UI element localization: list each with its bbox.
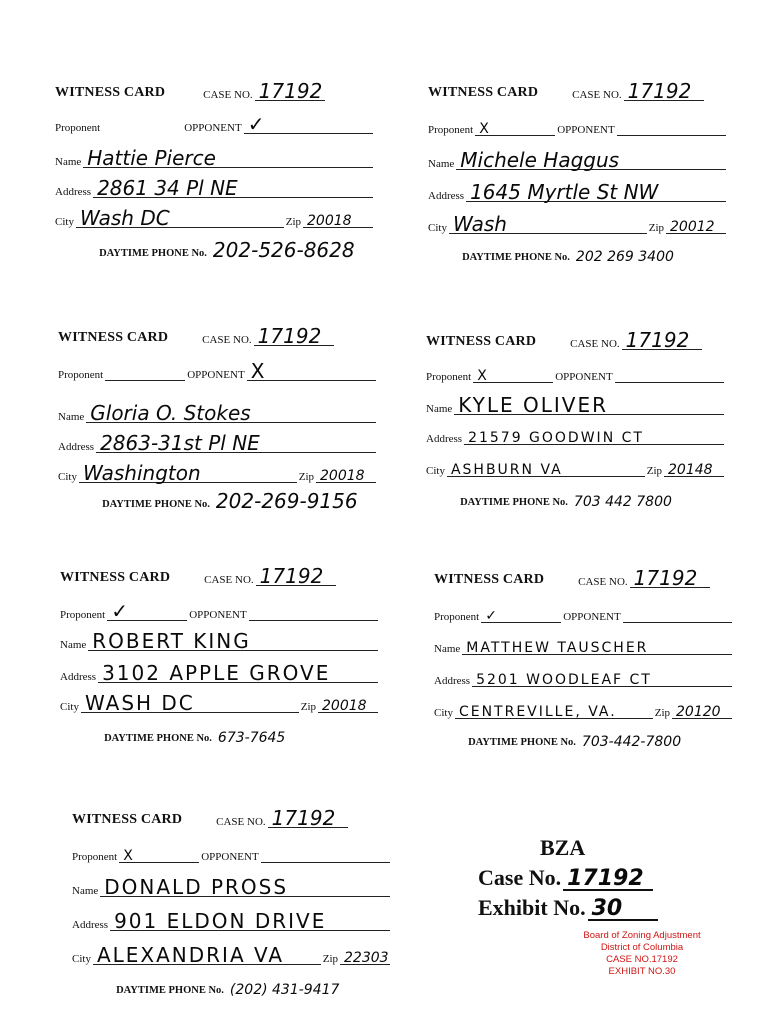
proponent-mark: ✓ (111, 599, 128, 623)
proponent-label: Proponent (434, 611, 480, 623)
opponent-label: OPPONENT (563, 611, 621, 623)
name-label: Name (434, 643, 461, 655)
address-label: Address (434, 675, 471, 687)
case-no-value: 17192 (258, 79, 323, 103)
phone-value: 202-269-9156 (215, 489, 358, 513)
bza-case-label: Case No. (478, 865, 562, 890)
city-label: City (426, 465, 445, 477)
case-no-value: 17192 (627, 79, 692, 103)
stamp-line-4: EXHIBIT NO.30 (608, 966, 676, 977)
witness-card-6 (434, 566, 734, 772)
witness-card-3 (58, 324, 378, 530)
address-label: Address (428, 190, 465, 202)
witness-card-1 (55, 79, 375, 285)
phone-value: (202) 431-9417 (229, 982, 340, 998)
phone-label: DAYTIME PHONE No. (460, 497, 568, 508)
city-value: Wash DC (79, 206, 170, 230)
phone-value: 673-7645 (217, 730, 286, 746)
proponent-mark: X (123, 848, 133, 864)
phone-label: DAYTIME PHONE No. (116, 985, 224, 996)
city-label: City (72, 953, 91, 965)
name-label: Name (55, 156, 82, 168)
address-value: 2863-31st Pl NE (100, 431, 260, 455)
phone-label: DAYTIME PHONE No. (102, 499, 210, 510)
name-label: Name (426, 403, 453, 415)
proponent-label: Proponent (426, 371, 472, 383)
zip-label: Zip (648, 222, 664, 234)
case-no-value: 17192 (633, 566, 698, 590)
proponent-label: Proponent (428, 124, 474, 136)
bza-case-value: 17192 (567, 866, 644, 891)
proponent-mark: X (479, 121, 489, 137)
phone-label: DAYTIME PHONE No. (99, 248, 207, 259)
zip-label: Zip (322, 953, 338, 965)
stamp-line-1: Board of Zoning Adjustment (583, 930, 701, 941)
city-value: ALEXANDRIA VA (96, 943, 285, 967)
name-value: Gloria O. Stokes (90, 401, 251, 425)
proponent-label: Proponent (72, 851, 118, 863)
witness-card-7 (72, 806, 392, 1012)
zip-value: 20018 (307, 213, 352, 229)
address-label: Address (58, 441, 95, 453)
phone-label: DAYTIME PHONE No. (104, 733, 212, 744)
phone-label: DAYTIME PHONE No. (468, 737, 576, 748)
card-title: WITNESS CARD (55, 85, 166, 100)
bza-title: BZA (540, 835, 586, 860)
card-title: WITNESS CARD (60, 570, 171, 585)
witness-card-4 (426, 328, 726, 534)
zip-label: Zip (298, 471, 314, 483)
zip-value: 20148 (668, 462, 713, 478)
address-value: 5201 WOODLEAF CT (476, 672, 652, 688)
city-value: WASH DC (84, 691, 195, 715)
card-title: WITNESS CARD (434, 572, 545, 587)
zip-label: Zip (654, 707, 670, 719)
case-no-value: 17192 (625, 328, 690, 352)
phone-label: DAYTIME PHONE No. (462, 252, 570, 263)
opponent-mark: ✓ (247, 112, 265, 136)
proponent-mark: X (477, 368, 487, 384)
name-value: MATTHEW TAUSCHER (466, 640, 649, 656)
case-no-label: CASE NO. (202, 334, 252, 346)
address-value: 3102 APPLE GROVE (102, 661, 331, 685)
phone-value: 202-526-8628 (212, 238, 355, 262)
stamp-line-3: CASE NO.17192 (606, 954, 678, 965)
proponent-mark: ✓ (485, 608, 497, 624)
zip-value: 20012 (670, 219, 715, 235)
address-label: Address (60, 671, 97, 683)
case-no-value: 17192 (257, 324, 322, 348)
city-value: CENTREVILLE, VA. (458, 704, 617, 720)
zip-label: Zip (646, 465, 662, 477)
address-value: 2861 34 Pl NE (97, 176, 238, 200)
city-value: Wash (452, 212, 507, 236)
card-title: WITNESS CARD (428, 85, 539, 100)
case-no-value: 17192 (259, 564, 324, 588)
opponent-mark: X (250, 359, 265, 383)
phone-value: 703 442 7800 (573, 494, 672, 510)
case-no-value: 17192 (271, 806, 336, 830)
address-label: Address (426, 433, 463, 445)
official-stamp (582, 930, 702, 978)
opponent-label: OPPONENT (189, 609, 247, 621)
zip-value: 20018 (322, 698, 367, 714)
address-value: 901 ELDON DRIVE (114, 909, 327, 933)
city-label: City (60, 701, 79, 713)
zip-label: Zip (300, 701, 316, 713)
case-no-label: CASE NO. (204, 574, 254, 586)
city-value: ASHBURN VA (450, 462, 563, 478)
phone-value: 202 269 3400 (575, 249, 674, 265)
zip-value: 20018 (320, 468, 365, 484)
zip-value: 20120 (676, 704, 721, 720)
opponent-label: OPPONENT (187, 369, 245, 381)
proponent-label: Proponent (60, 609, 106, 621)
zip-value: 22303 (344, 950, 389, 966)
opponent-label: OPPONENT (557, 124, 615, 136)
witness-card-2 (428, 79, 728, 285)
name-value: DONALD PROSS (104, 875, 289, 899)
city-label: City (434, 707, 453, 719)
address-value: 21579 GOODWIN CT (468, 430, 644, 446)
name-value: Hattie Pierce (87, 146, 216, 170)
opponent-label: OPPONENT (201, 851, 259, 863)
address-label: Address (72, 919, 109, 931)
city-label: City (428, 222, 447, 234)
name-label: Name (58, 411, 85, 423)
card-title: WITNESS CARD (58, 330, 169, 345)
case-no-label: CASE NO. (578, 576, 628, 588)
zip-label: Zip (285, 216, 301, 228)
phone-value: 703-442-7800 (581, 734, 682, 750)
name-label: Name (60, 639, 87, 651)
name-value: ROBERT KING (92, 629, 251, 653)
address-label: Address (55, 186, 92, 198)
city-label: City (58, 471, 77, 483)
stamp-line-2: District of Columbia (600, 942, 684, 953)
city-value: Washington (82, 461, 201, 485)
card-title: WITNESS CARD (72, 812, 183, 827)
bza-exhibit-label-text: Exhibit No. (478, 895, 586, 920)
proponent-label: Proponent (55, 122, 101, 134)
opponent-label: OPPONENT (184, 122, 242, 134)
case-no-label: CASE NO. (216, 816, 266, 828)
address-value: 1645 Myrtle St NW (470, 180, 659, 204)
bza-exhibit-value: 30 (591, 896, 623, 921)
case-no-label: CASE NO. (572, 89, 622, 101)
opponent-label: OPPONENT (555, 371, 613, 383)
name-value: Michele Haggus (460, 148, 620, 172)
case-no-label: CASE NO. (570, 338, 620, 350)
name-label: Name (428, 158, 455, 170)
proponent-label: Proponent (58, 369, 104, 381)
city-label: City (55, 216, 74, 228)
name-label: Name (72, 885, 99, 897)
witness-card-5 (60, 564, 380, 770)
card-title: WITNESS CARD (426, 334, 537, 349)
case-no-label: CASE NO. (203, 89, 253, 101)
name-value: KYLE OLIVER (458, 393, 609, 417)
